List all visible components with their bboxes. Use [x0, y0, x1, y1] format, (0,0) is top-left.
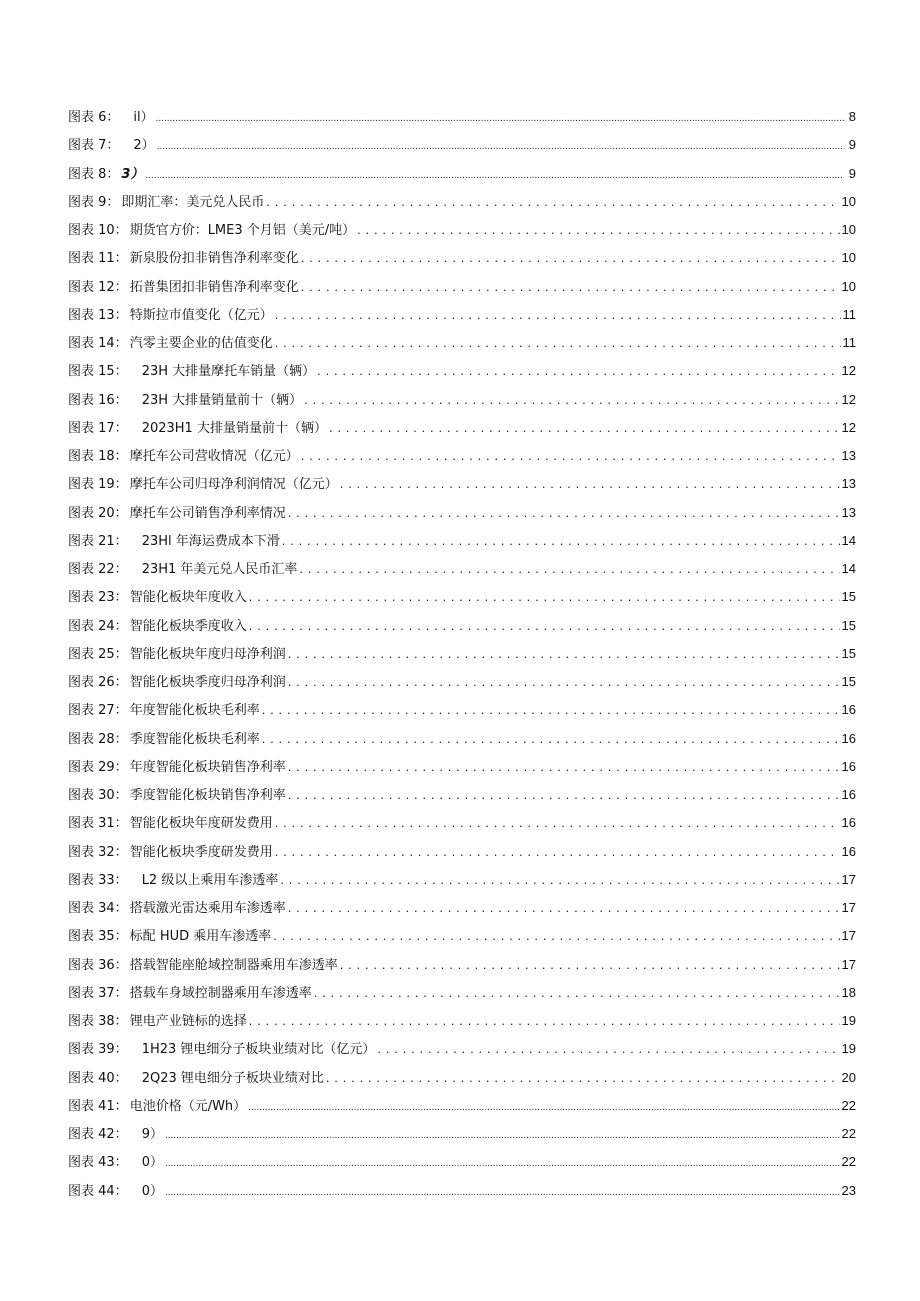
toc-entry-title: 期货官方价：LME3 个月铝（美元/吨） — [129, 223, 356, 238]
toc-entry-page-number: 23 — [841, 1182, 856, 1198]
toc-entry-label: 图表 36： — [68, 957, 128, 973]
toc-dot-leader — [288, 894, 840, 922]
toc-entry-page-number: 17 — [841, 900, 856, 915]
toc-entry-page-number: 17 — [841, 871, 856, 887]
toc-entry-page-number: 16 — [841, 702, 856, 718]
toc-entry[interactable] — [68, 216, 856, 244]
toc-dot-leader — [156, 103, 844, 133]
toc-entry-title: 23Hl 年海运费成本下滑 — [141, 533, 280, 549]
toc-entry-title: 年度智能化板块销售净利率 — [129, 759, 286, 775]
toc-entry-title: 摩托车公司销售净利率情况 — [129, 505, 286, 521]
toc-entry-page-number: 18 — [841, 984, 856, 1000]
toc-entry-page-number: 11 — [842, 335, 856, 350]
toc-entry[interactable] — [68, 273, 856, 301]
toc-entry-label: 图表 37： — [68, 985, 128, 1001]
toc-entry-label: 图表 41： — [68, 1098, 128, 1114]
toc-entry-label: 图表 6： — [68, 110, 120, 125]
toc-entry[interactable] — [68, 329, 856, 357]
toc-dot-leader — [157, 131, 844, 161]
toc-dot-leader — [262, 725, 840, 753]
toc-entry-page-number: 16 — [841, 843, 856, 859]
toc-entry-label: 图表 29： — [68, 759, 128, 775]
toc-entry-page-number: 10 — [841, 193, 856, 209]
toc-entry-label: 图表 32： — [68, 844, 128, 860]
toc-dot-leader — [275, 301, 841, 329]
toc-entry[interactable] — [68, 951, 856, 979]
toc-entry[interactable] — [68, 414, 856, 442]
toc-entry-label: 图表 31： — [68, 816, 128, 832]
toc-entry-page-number: 19 — [841, 1041, 856, 1057]
toc-entry-title: il） — [133, 110, 154, 125]
toc-entry[interactable] — [68, 555, 856, 583]
toc-dot-leader — [299, 555, 839, 583]
toc-entry-title: 电池价格（元/Wh） — [129, 1098, 247, 1114]
toc-entry[interactable] — [68, 1120, 856, 1148]
toc-entry-label: 图表 30： — [68, 788, 128, 803]
toc-entry-title: 23H1 年美元兑人民币汇率 — [141, 562, 298, 577]
toc-entry-label: 图表 28： — [68, 731, 128, 747]
toc-entry-page-number: 12 — [841, 419, 856, 435]
toc-entry[interactable] — [68, 612, 856, 640]
toc-entry-title: 摩托车公司归母净利润情况（亿元） — [129, 477, 338, 493]
toc-entry[interactable] — [68, 527, 856, 555]
table-of-figures — [68, 103, 856, 1205]
toc-entry[interactable] — [68, 103, 856, 131]
toc-entry-label: 图表 11： — [68, 251, 128, 267]
toc-entry-title: 23H 大排量摩托车销量（辆） — [141, 364, 316, 380]
toc-entry-title: 季度智能化板块销售净利率 — [129, 788, 286, 803]
toc-entry-label: 图表 38： — [68, 1014, 128, 1029]
toc-entry[interactable] — [68, 725, 856, 753]
toc-entry-title: 搭载车身域控制器乘用车渗透率 — [129, 985, 312, 1001]
toc-entry-title: 9） — [141, 1127, 163, 1142]
toc-entry-title: 季度智能化板块毛利率 — [129, 731, 260, 747]
toc-entry[interactable] — [68, 1035, 856, 1063]
toc-entry-title: 智能化板块年度归母净利润 — [129, 646, 286, 662]
toc-entry-page-number: 10 — [841, 278, 856, 294]
toc-entry-label: 图表 22： — [68, 562, 128, 577]
toc-entry[interactable] — [68, 1148, 856, 1176]
toc-entry-page-number: 12 — [841, 391, 856, 407]
toc-dot-leader — [165, 1177, 840, 1207]
toc-entry-title: 智能化板块季度归母净利润 — [129, 675, 286, 690]
toc-entry-title: 2） — [133, 138, 155, 154]
toc-entry-label: 图表 26： — [68, 675, 128, 690]
toc-dot-leader — [275, 809, 840, 837]
toc-entry-title: 智能化板块年度收入 — [129, 590, 247, 606]
toc-entry-page-number: 8 — [848, 109, 856, 124]
toc-dot-leader — [262, 696, 840, 724]
toc-entry-title: 搭载智能座舱域控制器乘用车渗透率 — [129, 957, 338, 973]
toc-dot-leader — [248, 1092, 839, 1122]
toc-entry-page-number: 10 — [841, 222, 856, 237]
toc-entry-label: 图表 14： — [68, 336, 128, 351]
toc-entry-page-number: 17 — [841, 956, 856, 972]
toc-entry[interactable] — [68, 1007, 856, 1035]
toc-entry-page-number: 11 — [842, 306, 856, 322]
toc-entry-title: 智能化板块年度研发费用 — [129, 816, 273, 832]
toc-dot-leader — [266, 188, 839, 216]
toc-entry-page-number: 13 — [841, 448, 856, 463]
toc-dot-leader — [288, 640, 840, 668]
toc-entry-page-number: 14 — [841, 532, 856, 548]
toc-entry[interactable] — [68, 583, 856, 611]
toc-entry-title: 23H 大排量销量前十（辆） — [141, 392, 303, 408]
toc-entry[interactable] — [68, 979, 856, 1007]
toc-dot-leader — [288, 753, 840, 781]
toc-dot-leader — [288, 499, 840, 527]
toc-dot-leader — [145, 160, 844, 190]
toc-entry-title: 特斯拉市值变化（亿元） — [129, 307, 273, 323]
toc-entry-page-number: 16 — [841, 815, 856, 831]
toc-entry-title: 新泉股份扣非销售净利率变化 — [129, 251, 299, 267]
toc-dot-leader — [340, 470, 840, 498]
toc-dot-leader — [165, 1120, 840, 1150]
toc-entry-label: 图表 17： — [68, 420, 128, 436]
toc-entry-page-number: 15 — [841, 589, 856, 605]
toc-entry-label: 图表 8： — [68, 166, 120, 182]
toc-entry-title: 2023H1 大排量销量前十（辆） — [141, 420, 327, 436]
toc-entry[interactable] — [68, 1177, 856, 1205]
toc-entry-title: 智能化板块季度研发费用 — [129, 844, 273, 860]
toc-entry-page-number: 20 — [841, 1069, 856, 1085]
toc-dot-leader — [317, 357, 839, 385]
toc-entry-label: 图表 13： — [68, 307, 128, 323]
toc-dot-leader — [165, 1148, 840, 1178]
toc-entry-label: 图表 15： — [68, 364, 128, 380]
toc-entry-title: 2Q23 锂电细分子板块业绩对比 — [141, 1070, 324, 1086]
toc-entry-label: 图表 40： — [68, 1070, 128, 1086]
toc-entry-title: 智能化板块季度收入 — [129, 618, 247, 634]
toc-entry-title: 即期汇率：美元兑人民币 — [121, 194, 265, 210]
toc-entry-label: 图表 39： — [68, 1042, 128, 1058]
toc-entry[interactable] — [68, 499, 856, 527]
toc-dot-leader — [377, 1035, 839, 1063]
toc-entry[interactable] — [68, 838, 856, 866]
toc-entry-page-number: 14 — [841, 561, 856, 576]
toc-entry-title: 0） — [141, 1183, 163, 1199]
toc-dot-leader — [326, 1064, 840, 1092]
toc-dot-leader — [304, 386, 839, 414]
toc-entry-page-number: 9 — [848, 165, 856, 181]
toc-entry-label: 图表 24： — [68, 618, 128, 634]
toc-entry[interactable] — [68, 1064, 856, 1092]
toc-entry-page-number: 9 — [848, 137, 856, 153]
toc-entry-label: 图表 20： — [68, 505, 128, 521]
toc-entry-label: 图表 33： — [68, 872, 128, 888]
toc-dot-leader — [249, 583, 840, 611]
toc-dot-leader — [273, 922, 839, 950]
toc-entry-label: 图表 27： — [68, 703, 128, 719]
toc-entry-page-number: 12 — [841, 363, 856, 379]
toc-entry-label: 图表 43： — [68, 1155, 128, 1171]
toc-entry[interactable] — [68, 442, 856, 470]
toc-dot-leader — [249, 1007, 840, 1035]
toc-entry-page-number: 10 — [841, 250, 856, 266]
toc-entry-label: 图表 35： — [68, 929, 128, 945]
toc-entry[interactable] — [68, 781, 856, 809]
toc-entry-title: 年度智能化板块毛利率 — [129, 703, 260, 719]
toc-entry[interactable] — [68, 188, 856, 216]
toc-dot-leader — [340, 951, 840, 979]
toc-entry-title: 0） — [141, 1155, 163, 1171]
toc-entry[interactable] — [68, 640, 856, 668]
toc-entry-label: 图表 21： — [68, 533, 128, 549]
toc-dot-leader — [357, 216, 839, 244]
toc-entry[interactable] — [68, 160, 856, 188]
toc-dot-leader — [301, 442, 840, 470]
toc-dot-leader — [282, 527, 840, 555]
toc-entry-page-number: 16 — [841, 758, 856, 774]
toc-entry[interactable] — [68, 809, 856, 837]
toc-entry-title: L2 级以上乘用车渗透率 — [141, 872, 279, 888]
toc-entry-page-number: 13 — [841, 476, 856, 492]
toc-entry-label: 图表 42： — [68, 1127, 128, 1142]
toc-entry[interactable] — [68, 301, 856, 329]
toc-entry-page-number: 15 — [841, 674, 856, 689]
toc-entry[interactable] — [68, 696, 856, 724]
toc-entry[interactable] — [68, 668, 856, 696]
toc-dot-leader — [288, 781, 840, 809]
toc-entry[interactable] — [68, 866, 856, 894]
toc-entry[interactable] — [68, 753, 856, 781]
toc-entry-label: 图表 25： — [68, 646, 128, 662]
toc-entry-page-number: 19 — [841, 1013, 856, 1028]
toc-dot-leader — [275, 838, 840, 866]
toc-dot-leader — [275, 329, 841, 357]
toc-entry-page-number: 22 — [841, 1097, 856, 1113]
toc-entry-page-number: 16 — [841, 787, 856, 802]
toc-entry-page-number: 15 — [841, 617, 856, 633]
toc-entry-page-number: 13 — [841, 504, 856, 520]
toc-entry-title: 汽零主要企业的估值变化 — [129, 336, 273, 351]
toc-entry-page-number: 22 — [841, 1126, 856, 1141]
toc-entry[interactable] — [68, 894, 856, 922]
toc-entry-title: 1H23 锂电细分子板块业绩对比（亿元） — [141, 1042, 376, 1058]
toc-entry-label: 图表 44： — [68, 1183, 128, 1199]
toc-entry[interactable] — [68, 357, 856, 385]
toc-entry-title: 搭载激光雷达乘用车渗透率 — [129, 901, 286, 916]
toc-entry-title: 3） — [121, 166, 144, 182]
toc-dot-leader — [288, 668, 840, 696]
toc-dot-leader — [301, 273, 840, 301]
toc-entry[interactable] — [68, 131, 856, 159]
toc-dot-leader — [301, 244, 840, 272]
toc-entry-page-number: 22 — [841, 1154, 856, 1170]
toc-entry-label: 图表 34： — [68, 901, 128, 916]
toc-entry-label: 图表 9： — [68, 194, 120, 210]
toc-entry-label: 图表 10： — [68, 223, 128, 238]
toc-entry-page-number: 17 — [841, 928, 856, 944]
toc-entry-label: 图表 16： — [68, 392, 128, 408]
toc-dot-leader — [280, 866, 839, 894]
toc-entry[interactable] — [68, 470, 856, 498]
toc-entry-title: 锂电产业链标的选择 — [129, 1014, 247, 1029]
toc-entry-page-number: 15 — [841, 645, 856, 661]
toc-entry[interactable] — [68, 1092, 856, 1120]
toc-entry-label: 图表 18： — [68, 449, 128, 464]
toc-entry-label: 图表 7： — [68, 138, 120, 154]
toc-entry[interactable] — [68, 386, 856, 414]
toc-dot-leader — [314, 979, 840, 1007]
toc-dot-leader — [249, 612, 840, 640]
toc-entry-label: 图表 12： — [68, 279, 128, 295]
toc-entry-label: 图表 19： — [68, 477, 128, 493]
toc-entry-title: 摩托车公司营收情况（亿元） — [129, 449, 299, 464]
toc-entry-label: 图表 23： — [68, 590, 128, 606]
toc-dot-leader — [329, 414, 840, 442]
toc-entry-title: 拓普集团扣非销售净利率变化 — [129, 279, 299, 295]
toc-entry[interactable] — [68, 922, 856, 950]
toc-entry[interactable] — [68, 244, 856, 272]
toc-entry-title: 标配 HUD 乘用车渗透率 — [129, 929, 272, 945]
toc-entry-page-number: 16 — [841, 730, 856, 746]
